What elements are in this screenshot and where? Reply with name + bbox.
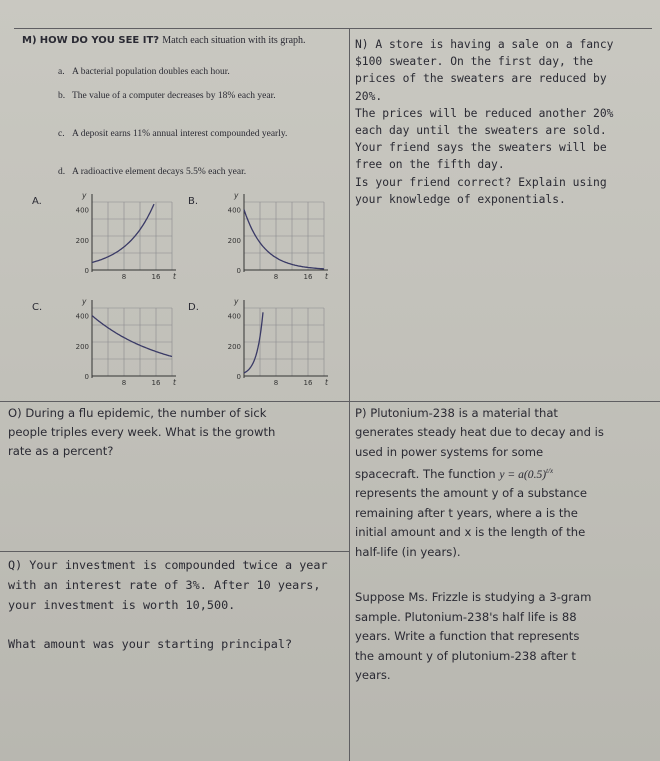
graph-b-letter: B. xyxy=(188,196,199,207)
x-tick-label: 8 xyxy=(273,379,279,387)
divider-o-q xyxy=(0,551,349,552)
x-tick-label: 16 xyxy=(303,379,313,387)
half-life-exponent: t/x xyxy=(546,467,554,476)
x-axis-label: t xyxy=(325,272,328,281)
y-tick-label: 0 xyxy=(84,373,89,381)
section-m-title: HOW DO YOU SEE IT? xyxy=(39,35,160,46)
section-n: N) A store is having a sale on a fancy $100 sweater. On the first day, the prices of the sweaters are reduced by 20%. The prices will be reduced another 20% each day until the sweaters are sold. Your friend says the sweaters will be free on the fifth day. Is your friend correct? Explain using your knowledge of exponentials. xyxy=(355,38,614,206)
situation-b: b. The value of a computer decreases by 18% each year. xyxy=(58,91,276,101)
situation-a: a. A bacterial population doubles each hour. xyxy=(58,67,230,77)
y-tick-label: 200 xyxy=(227,342,241,351)
x-axis-label: t xyxy=(325,378,328,387)
y-axis-label: y xyxy=(234,191,239,200)
section-q-question: What amount was your starting principal? xyxy=(8,637,293,651)
y-tick-label: 0 xyxy=(236,373,241,381)
graph-d xyxy=(210,296,330,396)
exponential-curve xyxy=(244,210,324,269)
y-tick-label: 200 xyxy=(75,236,89,245)
section-p-question: Suppose Ms. Frizzle is studying a 3-gram sample. Plutonium-238's half life is 88 years. Write a function that represents the amount y of plutonium-238 after t years. xyxy=(355,590,592,683)
section-m-label: M) xyxy=(22,35,37,46)
section-p: P) Plutonium-238 is a material that generates steady heat due to decay and is used in power systems for some spacecraft. The function y = a(0.5)$^{t/x}$ represents the amount y of a substance remaining after t years, where a is the initial amount and x is the length of the half-life (in years). xyxy=(355,404,655,562)
exponential-curve xyxy=(92,316,172,357)
situation-c: c. A deposit earns 11% annual interest compounded yearly. xyxy=(58,129,288,139)
y-tick-label: 400 xyxy=(227,206,241,215)
center-divider xyxy=(349,28,350,761)
y-axis-label: y xyxy=(234,297,239,306)
graph-d-letter: D. xyxy=(188,302,199,313)
y-tick-label: 400 xyxy=(227,312,241,321)
divider-mn-op xyxy=(0,401,660,402)
y-tick-label: 200 xyxy=(75,342,89,351)
x-tick-label: 8 xyxy=(121,273,127,281)
section-q: Q) Your investment is compounded twice a year with an interest rate of 3%. After 10 years, your investment is worth 10,500. xyxy=(8,558,328,612)
x-tick-label: 8 xyxy=(273,273,279,281)
x-axis-label: t xyxy=(173,272,176,281)
top-border xyxy=(14,28,652,29)
y-tick-label: 400 xyxy=(75,312,89,321)
y-tick-label: 400 xyxy=(75,206,89,215)
graph-a xyxy=(58,190,178,290)
x-tick-label: 16 xyxy=(151,379,161,387)
function-line: spacecraft. The function y = a(0.5)$^{t/x}$ xyxy=(355,467,554,482)
y-tick-label: 200 xyxy=(227,236,241,245)
graph-c-letter: C. xyxy=(32,302,43,313)
section-m-instruction: Match each situation with its graph. xyxy=(162,35,306,46)
x-tick-label: 8 xyxy=(121,379,127,387)
half-life-function: y = a(0.5) xyxy=(499,468,547,482)
graph-b xyxy=(210,190,330,290)
y-axis-label: y xyxy=(82,191,87,200)
x-tick-label: 16 xyxy=(303,273,313,281)
y-tick-label: 0 xyxy=(236,267,241,275)
graph-c xyxy=(58,296,178,396)
situation-d: d. A radioactive element decays 5.5% each year. xyxy=(58,167,247,177)
exponential-curve xyxy=(92,204,154,262)
graph-a-letter: A. xyxy=(32,196,42,207)
section-o: O) During a flu epidemic, the number of sick people triples every week. What is the growth rate as a percent? xyxy=(8,406,276,458)
y-tick-label: 0 xyxy=(84,267,89,275)
x-axis-label: t xyxy=(173,378,176,387)
section-m-header xyxy=(22,34,342,47)
y-axis-label: y xyxy=(82,297,87,306)
x-tick-label: 16 xyxy=(151,273,161,281)
